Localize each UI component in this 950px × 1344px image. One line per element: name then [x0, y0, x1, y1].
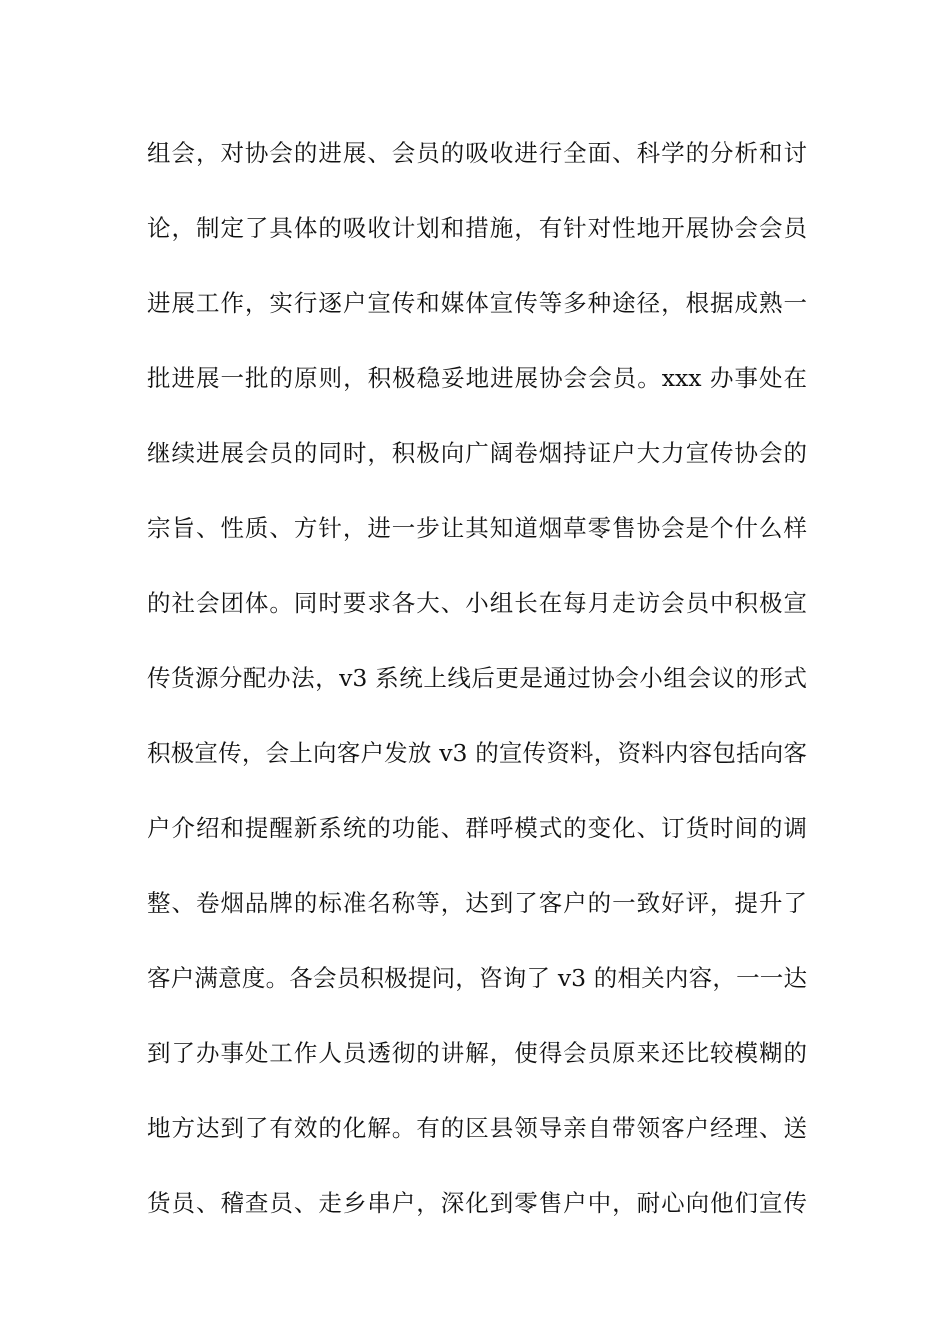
text-line: 组会，对协会的进展、会员的吸收进行全面、科学的分析和讨	[147, 139, 807, 167]
text-line: 地方达到了有效的化解。有的区县领导亲自带领客户经理、送	[147, 1114, 807, 1142]
text-line: 货员、稽查员、走乡串户，深化到零售户中，耐心向他们宣传	[147, 1189, 807, 1217]
text-line: 客户满意度。各会员积极提问，咨询了 v3 的相关内容，一一达	[147, 964, 807, 992]
text-line: 整、卷烟品牌的标准名称等，达到了客户的一致好评，提升了	[147, 889, 807, 917]
text-line: 论，制定了具体的吸收计划和措施，有针对性地开展协会会员	[147, 214, 807, 242]
text-line: 宗旨、性质、方针，进一步让其知道烟草零售协会是个什么样	[147, 514, 807, 542]
text-line: 户介绍和提醒新系统的功能、群呼模式的变化、订货时间的调	[147, 814, 807, 842]
text-line: 继续进展会员的同时，积极向广阔卷烟持证户大力宣传协会的	[147, 439, 807, 467]
text-line: 积极宣传，会上向客户发放 v3 的宣传资料，资料内容包括向客	[147, 739, 807, 767]
text-line: 传货源分配办法，v3 系统上线后更是通过协会小组会议的形式	[147, 664, 807, 692]
text-line: 批进展一批的原则，积极稳妥地进展协会会员。xxx 办事处在	[147, 364, 807, 392]
text-line: 进展工作，实行逐户宣传和媒体宣传等多种途径，根据成熟一	[147, 289, 807, 317]
text-line: 的社会团体。同时要求各大、小组长在每月走访会员中积极宣	[147, 589, 807, 617]
text-line: 到了办事处工作人员透彻的讲解，使得会员原来还比较模糊的	[147, 1039, 807, 1067]
